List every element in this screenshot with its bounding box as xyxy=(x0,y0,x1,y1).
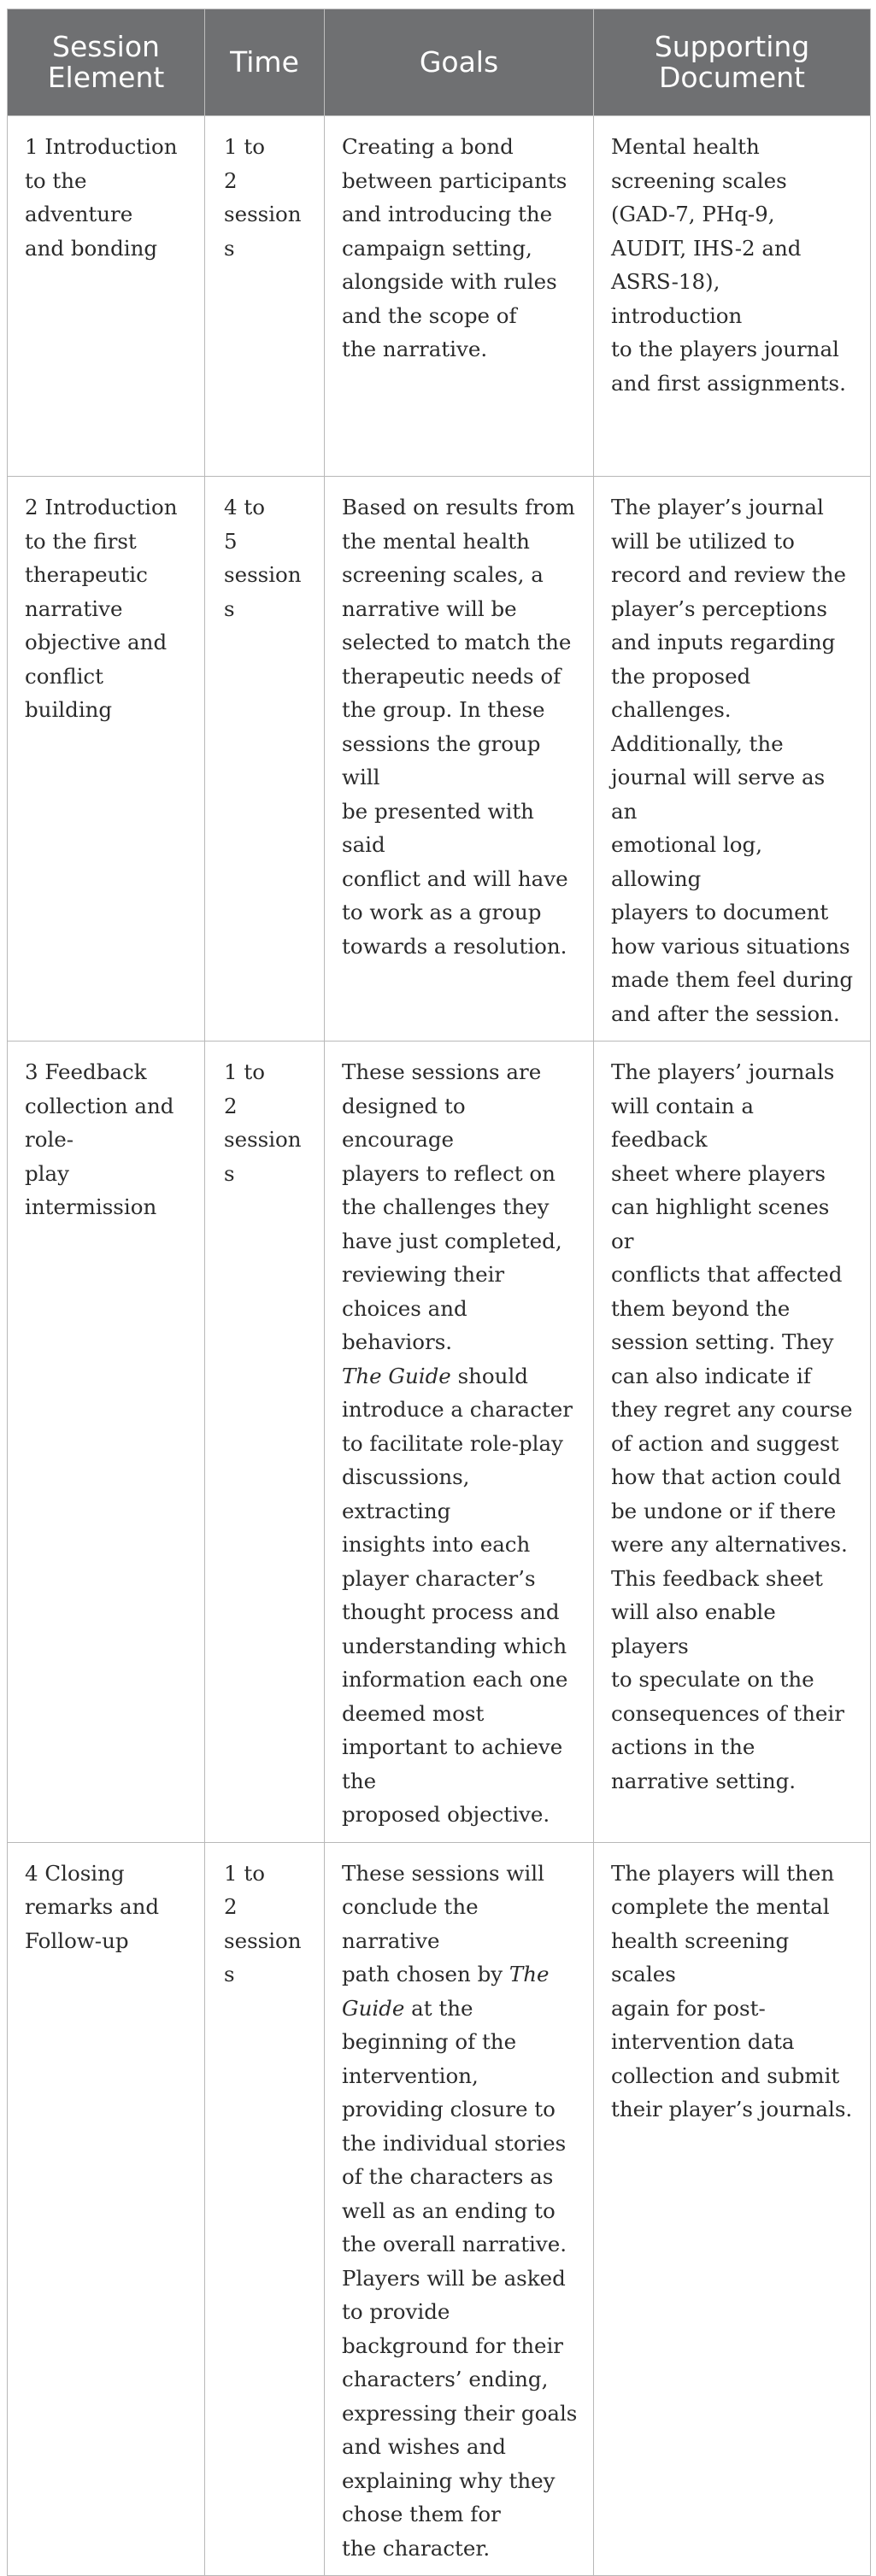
header-session-element: Session Element xyxy=(8,9,205,116)
table-header xyxy=(8,9,871,116)
header-supporting-document: Supporting Document xyxy=(594,9,871,116)
session-element-cell: 1 Introduction to the adventure and bonding xyxy=(8,116,205,477)
header-row xyxy=(8,9,871,116)
header-time: Time xyxy=(205,9,325,116)
goals-text-part: at the beginning of the intervention, providing closure to the individual stories of the characters as well as an ending to the overall narrative. Players will be asked to provide background for their characters’ ending, expressing their goals and wishes and explaining why they chose them for the character. xyxy=(342,1995,578,2561)
session-plan-table xyxy=(7,9,871,2576)
session-element-cell: 4 Closing remarks and Follow-up xyxy=(8,1842,205,2576)
the-guide-emphasis: The Guide xyxy=(342,1363,451,1388)
goals-cell: Based on results from the mental health screening scales, a narrative will be selected to match the therapeutic needs of the group. In these sessions the group will be presented with said conflict and will have to work as a group towards a resolution. xyxy=(325,477,594,1042)
table-row xyxy=(8,1842,871,2576)
table-body xyxy=(8,116,871,2576)
supporting-document-cell: The player’s journal will be utilized to record and review the player’s perceptions and inputs regarding the proposed challenges. Additionally, the journal will serve as an emotional log, allowing players to document how various situations made them feel during and after the session. xyxy=(594,477,871,1042)
session-element-cell: 3 Feedback collection and role- play intermission xyxy=(8,1042,205,1843)
time-cell: 1 to 2 sessions xyxy=(205,1042,325,1843)
session-element-cell: 2 Introduction to the first therapeutic narrative objective and conflict building xyxy=(8,477,205,1042)
header-goals: Goals xyxy=(325,9,594,116)
goals-text-part: should introduce a character to facilitate role-play discussions, extracting insights into each player character’s thought process and understanding which information each one deemed most important to achieve the proposed objective. xyxy=(342,1363,573,1827)
time-cell: 1 to 2 sessions xyxy=(205,1842,325,2576)
supporting-document-cell: Mental health screening scales (GAD-7, PHq-9, AUDIT, IHS-2 and ASRS-18), introduction to the players journal and first assignments. xyxy=(594,116,871,477)
session-plan-table-container xyxy=(7,9,870,2576)
goals-cell: Creating a bond between participants and introducing the campaign setting, alongside with rules and the scope of the narrative. xyxy=(325,116,594,477)
supporting-document-cell: The players’ journals will contain a feedback sheet where players can highlight scenes or conflicts that affected them beyond the session setting. They can also indicate if they regret any course of action and suggest how that action could be undone or if there were any alternatives. This feedback sheet will also enable players to speculate on the consequences of their actions in the narrative setting. xyxy=(594,1042,871,1843)
table-row xyxy=(8,1042,871,1843)
goals-cell xyxy=(325,1042,594,1843)
table-row xyxy=(8,477,871,1042)
goals-text-part: These sessions will conclude the narrative path chosen by xyxy=(342,1860,544,1986)
the-guide-emphasis: The Guide xyxy=(342,1962,550,2021)
supporting-document-cell: The players will then complete the mental health screening scales again for post- intervention data collection and submit their player’s journals. xyxy=(594,1842,871,2576)
goals-text-part: These sessions are designed to encourage players to reflect on the challenges they have just completed, reviewing their choices and behaviors. xyxy=(342,1059,562,1354)
time-cell: 1 to 2 sessions xyxy=(205,116,325,477)
table-row xyxy=(8,116,871,477)
goals-cell xyxy=(325,1842,594,2576)
time-cell: 4 to 5 sessions xyxy=(205,477,325,1042)
